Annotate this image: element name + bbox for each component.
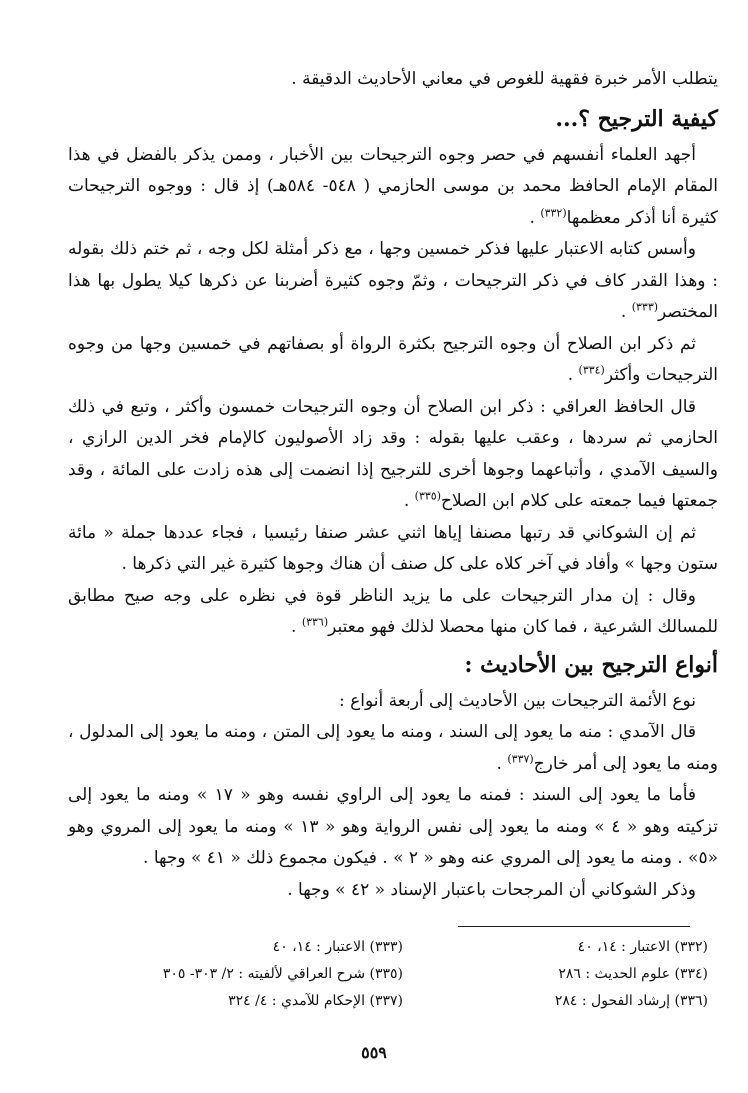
footnote-row: [60, 961, 708, 988]
intro-line: يتطلب الأمر خبرة فقهية للغوص في معاني الأحاديث الدقيقة .: [291, 69, 718, 89]
paragraph-isnad-count: وذكر الشوكاني أن المرجحات باعتبار الإسناد « ٤٢ » وجها .: [287, 879, 696, 900]
footnote-divider: [458, 926, 690, 927]
paragraph-ibn-salah: [68, 329, 718, 392]
paragraph-text: قال الآمدي : منه ما يعود إلى السند ، ومنه ما يعود إلى المتن ، ومنه ما يعود إلى المدلول ، ومنه ما يعود إلى أمر خارج: [68, 722, 718, 774]
heading-types-of-weighing: أنواع الترجيح بين الأحاديث :: [464, 651, 718, 678]
footnote-334: (٣٣٤) علوم الحديث : ٢٨٦: [558, 966, 708, 982]
paragraph-end: .: [403, 491, 415, 511]
paragraph-end: .: [291, 617, 302, 637]
paragraph-text: قال الحافظ العراقي : ذكر ابن الصلاح أن وجوه الترجيحات خمسون وأكثر ، وتبع في ذلك الحازمي ثم سردها ، وعقب عليها بقوله : وقد زاد الأصوليون كالإمام فخر الدين الرازي ، والسيف الآمدي ، وأتباعهما وجوها أخرى للترجيح إذا انضمت إلى هذه زادت على المائة ، وقد جمعتها فيما جمعته على كلام ابن الصلاح: [68, 396, 718, 511]
paragraph-end: .: [529, 207, 541, 228]
footnote-ref-333: (٣٣٣): [631, 300, 659, 314]
footnote-ref-335: (٣٣٥): [414, 489, 441, 503]
paragraph-hazimi: [68, 140, 718, 235]
paragraph-end: .: [620, 302, 632, 322]
footnote-ref-337: (٣٣٧): [507, 751, 534, 765]
footnote-332: (٣٣٢) الاعتبار : ١٤، ٤٠: [577, 939, 708, 955]
paragraph-shawkani: ثم إن الشوكاني قد رتبها مصنفا إياها اثني عشر صنفا رئيسيا ، فجاء عددها جملة « مائة ستون وجها » وأفاد في آخر كلاه على كل صنف أن هناك وجوها كثيرة غير التي ذكرها .: [68, 522, 718, 574]
heading-how-to-weigh: كيفية الترجيح ؟...: [555, 105, 718, 132]
footnote-row: [60, 934, 708, 961]
paragraph-end: .: [496, 753, 508, 774]
footnote-336: (٣٣٦) إرشاد الفحول : ٢٨٤: [554, 993, 708, 1009]
footnotes: [60, 934, 708, 1015]
footnote-335: (٣٣٥) شرح العراقي لألفيته : ٢/ ٣٠٣- ٣٠٥: [162, 966, 403, 982]
paragraph-end: .: [567, 365, 579, 385]
footnote-row: [60, 988, 708, 1015]
footnote-ref-336: (٣٣٦): [301, 615, 329, 629]
paragraph-itibar: [68, 234, 718, 329]
paragraph-text: أجهد العلماء أنفسهم في حصر وجوه الترجيحات بين الأخبار ، وممن يذكر بالفضل في هذا المقام الإمام الحافظ محمد بن موسى الحازمي ( ٥٤٨- ٥٨٤هـ) إذ قال : ووجوه الترجيحات كثيرة أنا أذكر معظمها: [68, 144, 718, 228]
paragraph-shawkani-criterion: [68, 581, 718, 644]
paragraph-four-types: نوع الأئمة الترجيحات بين الأحاديث إلى أربعة أنواع :: [339, 690, 696, 711]
footnote-ref-334: (٣٣٤): [578, 363, 605, 377]
footnote-ref-332: (٣٣٢): [540, 205, 567, 219]
footnote-333: (٣٣٣) الاعتبار : ١٤، ٤٠: [272, 939, 403, 955]
page-number: ٥٥٩: [361, 1043, 387, 1062]
paragraph-amidi: [68, 717, 718, 780]
paragraph-text: وأسس كتابه الاعتبار عليها فذكر خمسين وجها ، مع ذكر أمثلة لكل وجه ، ثم ختم ذلك بقوله : وهذا القدر كاف في ذكر الترجيحات ، وثمّ وجوه كثيرة أضربنا عن ذكرها كيلا يطول بها هذا المختصر: [68, 239, 718, 322]
paragraph-sanad: فأما ما يعود إلى السند : فمنه ما يعود إلى الراوي نفسه وهو « ١٧ » ومنه ما يعود إلى تزكيته وهو « ٤ » ومنه ما يعود إلى نفس الرواية وهو « ١٣ » ومنه ما يعود إلى المروي وهو «٥» . ومنه ما يعود إلى المروي عنه وهو « ٢ » . فيكون مجموع ذلك « ٤١ » وجها .: [68, 785, 718, 868]
paragraph-text: ثم ذكر ابن الصلاح أن وجوه الترجيح بكثرة الرواة أو بصفاتهم في خمسين وجها من وجوه الترجيحات وأكثر: [68, 333, 718, 385]
paragraph-text: وقال : إن مدار الترجيحات على ما يزيد الناظر قوة في نظره على وجه صيح مطابق للمسالك الشرعية ، فما كان منها محصلا لذلك فهو معتبر: [68, 585, 718, 637]
main-text: [68, 64, 718, 906]
footnote-337: (٣٣٧) الإحكام للآمدي : ٤/ ٣٢٤: [228, 993, 403, 1009]
paragraph-iraqi: [68, 392, 718, 518]
